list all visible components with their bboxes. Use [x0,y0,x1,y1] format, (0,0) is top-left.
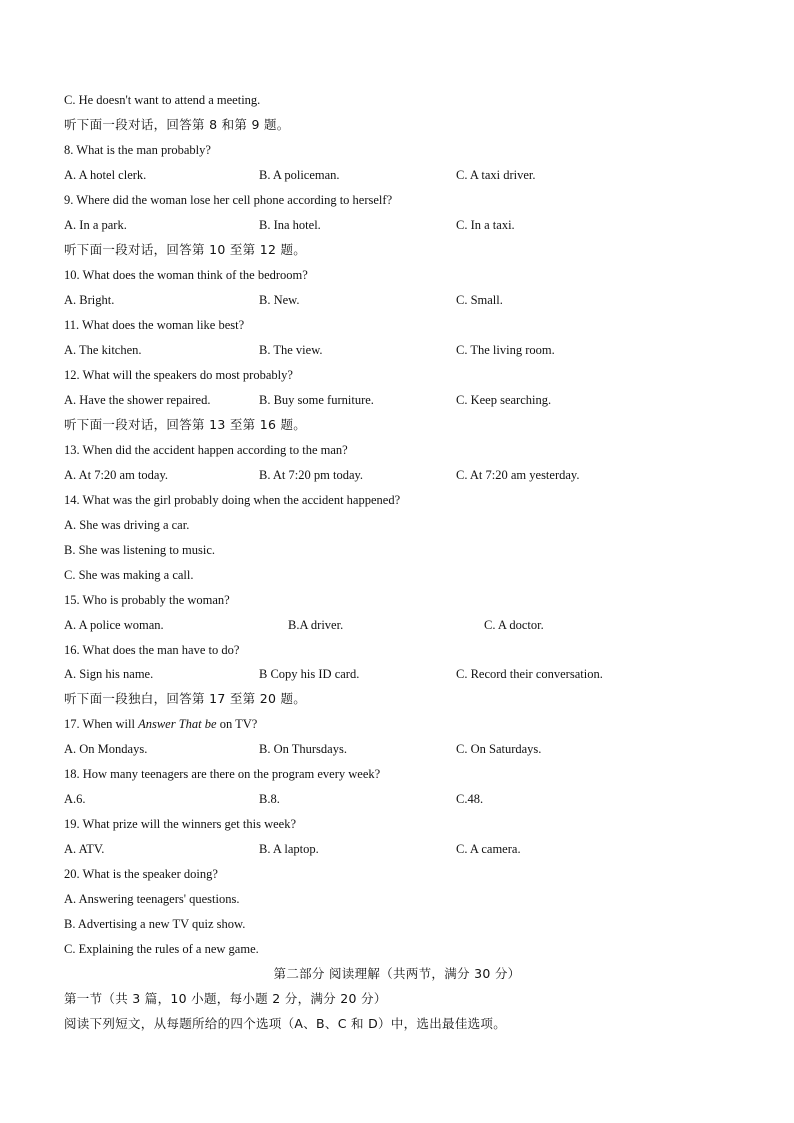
q8-option-c: C. A taxi driver. [456,168,536,182]
section-instruction-13-16: 听下面一段对话，回答第 13 至第 16 题。 [64,417,307,432]
question-17-prefix: 17. When will [64,717,139,731]
q17-option-c: C. On Saturdays. [456,742,542,756]
section-instruction-8-9: 听下面一段对话，回答第 8 和第 9 题。 [64,117,290,132]
q8-option-b: B. A policeman. [259,168,340,182]
q10-option-b: B. New. [259,293,300,307]
q13-option-a: A. At 7:20 am today. [64,468,169,482]
q18-option-a: A.6. [64,792,86,806]
q19-option-b: B. A laptop. [259,842,319,856]
q20-option-c: C. Explaining the rules of a new game. [64,942,259,956]
q11-option-c: C. The living room. [456,343,555,357]
q16-option-b: B Copy his ID card. [259,667,360,681]
part-two-heading: 第二部分 阅读理解（共两节，满分 30 分） [273,966,521,981]
q13-option-b: B. At 7:20 pm today. [259,468,364,482]
q10-option-c: C. Small. [456,293,503,307]
q10-option-a: A. Bright. [64,293,115,307]
reading-instruction: 阅读下列短文，从每题所给的四个选项（A、B、C 和 D）中，选出最佳选项。 [64,1016,507,1031]
question-15: 15. Who is probably the woman? [64,593,230,607]
question-10: 10. What does the woman think of the bedroom? [64,268,308,282]
q20-option-b: B. Advertising a new TV quiz show. [64,917,246,931]
q17-option-b: B. On Thursdays. [259,742,347,756]
q12-option-c: C. Keep searching. [456,393,552,407]
show-title: Answer That be [138,717,217,731]
question-17 [64,716,257,732]
section-instruction-10-12: 听下面一段对话，回答第 10 至第 12 题。 [64,242,307,257]
question-19: 19. What prize will the winners get this week? [64,817,296,831]
section-instruction-17-20: 听下面一段独白，回答第 17 至第 20 题。 [64,691,307,706]
q14-option-a: A. She was driving a car. [64,518,190,532]
question-13: 13. When did the accident happen according to the man? [64,443,348,457]
q12-option-b: B. Buy some furniture. [259,393,374,407]
q19-option-a: A. ATV. [64,842,105,856]
q9-option-a: A. In a park. [64,218,127,232]
question-18: 18. How many teenagers are there on the program every week? [64,767,381,781]
q15-option-a: A. A police woman. [64,618,164,632]
q9-option-c: C. In a taxi. [456,218,515,232]
q13-option-c: C. At 7:20 am yesterday. [456,468,580,482]
q20-option-a: A. Answering teenagers' questions. [64,892,240,906]
q14-option-c: C. She was making a call. [64,568,194,582]
q16-option-a: A. Sign his name. [64,667,154,681]
q14-option-b: B. She was listening to music. [64,543,216,557]
q7-option-c: C. He doesn't want to attend a meeting. [64,93,261,107]
question-17-suffix: on TV? [216,717,258,731]
question-20: 20. What is the speaker doing? [64,867,218,881]
q19-option-c: C. A camera. [456,842,521,856]
q16-option-c: C. Record their conversation. [456,667,603,681]
question-11: 11. What does the woman like best? [64,318,245,332]
q11-option-b: B. The view. [259,343,323,357]
q15-option-b: B.A driver. [288,618,344,632]
q17-option-a: A. On Mondays. [64,742,148,756]
q11-option-a: A. The kitchen. [64,343,142,357]
question-8: 8. What is the man probably? [64,143,211,157]
q12-option-a: A. Have the shower repaired. [64,393,211,407]
q18-option-b: B.8. [259,792,280,806]
question-16: 16. What does the man have to do? [64,643,240,657]
question-14: 14. What was the girl probably doing when the accident happened? [64,493,401,507]
section-one-heading: 第一节（共 3 篇，10 小题，每小题 2 分，满分 20 分） [64,991,387,1006]
q15-option-c: C. A doctor. [484,618,544,632]
question-12: 12. What will the speakers do most probably? [64,368,293,382]
q8-option-a: A. A hotel clerk. [64,168,147,182]
q9-option-b: B. Ina hotel. [259,218,321,232]
q18-option-c: C.48. [456,792,484,806]
question-9: 9. Where did the woman lose her cell phone according to herself? [64,193,393,207]
